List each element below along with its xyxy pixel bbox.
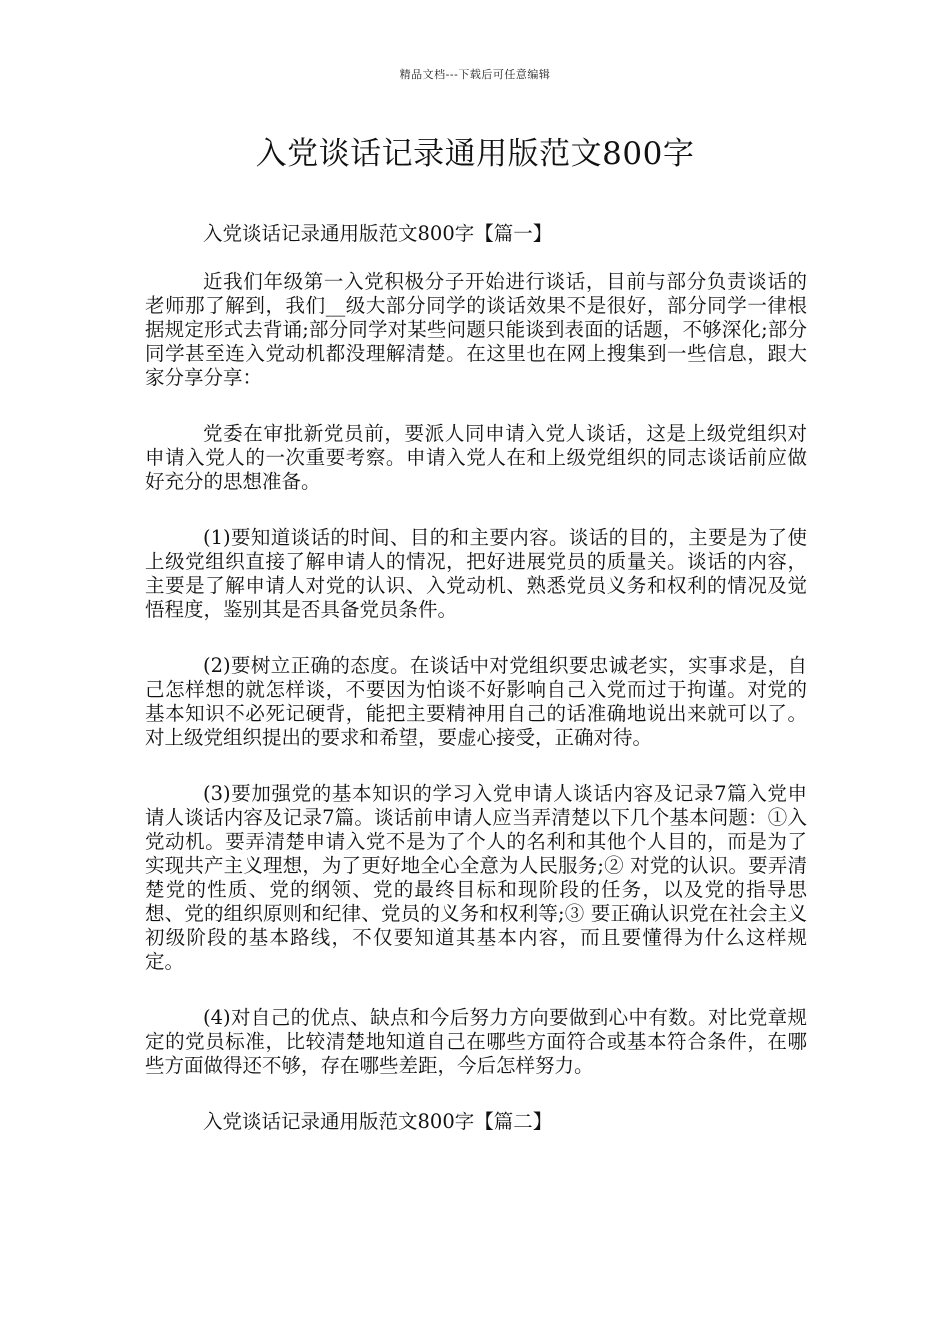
section-heading-2: 入党谈话记录通用版范文800字【篇二】	[203, 1110, 553, 1133]
paragraph-committee: 党委在审批新党员前，要派人同申请入党人谈话，这是上级党组织对申请入党人的一次重要考察。申请入党人在和上级党组织的同志谈话前应做好充分的思想准备。	[145, 422, 807, 493]
paragraph-point-2: (2)要树立正确的态度。在谈话中对党组织要忠诚老实，实事求是，自己怎样想的就怎样谈，不要因为怕谈不好影响自己入党而过于拘谨。对党的基本知识不必死记硬背，能把主要精神用自己的话准确地说出来就可以了。对上级党组织提出的要求和希望，要虚心接受，正确对待。	[145, 654, 807, 749]
document-body	[145, 222, 807, 1158]
paragraph-point-1: (1)要知道谈话的时间、目的和主要内容。谈话的目的，主要是为了使上级党组织直接了解申请人的情况，把好进展党员的质量关。谈话的内容，主要是了解申请人对党的认识、入党动机、熟悉党员义务和权利的情况及觉悟程度，鉴别其是否具备党员条件。	[145, 526, 807, 621]
header-note: 精品文档---下载后可任意编辑	[399, 68, 551, 81]
paragraph-intro: 近我们年级第一入党积极分子开始进行谈话，目前与部分负责谈话的老师那了解到，我们__级大部分同学的谈话效果不是很好，部分同学一律根据规定形式去背诵;部分同学对某些问题只能谈到表面的话题，不够深化;部分同学甚至连入党动机都没理解清楚。在这里也在网上搜集到一些信息，跟大家分享分享：	[145, 270, 807, 389]
paragraph-point-4: (4)对自己的优点、缺点和今后努力方向要做到心中有数。对比党章规定的党员标准，比较清楚地知道自己在哪些方面符合或基本符合条件，在哪些方面做得还不够，存在哪些差距，今后怎样努力。	[145, 1006, 807, 1077]
section-heading-1: 入党谈话记录通用版范文800字【篇一】	[203, 222, 553, 245]
document-title: 入党谈话记录通用版范文800字	[255, 136, 695, 172]
paragraph-point-3: (3)要加强党的基本知识的学习入党申请人谈话内容及记录7篇入党申请人谈话内容及记录7篇。谈话前申请人应当弄清楚以下几个基本问题：①入党动机。要弄清楚申请入党不是为了个人的名利和其他个人目的，而是为了实现共产主义理想，为了更好地全心全意为人民服务;② 对党的认识。要弄清楚党的性质、党的纲领、党的最终目标和现阶段的任务，以及党的指导思想、党的组织原则和纪律、党员的义务和权利等;③ 要正确认识党在社会主义初级阶段的基本路线，不仅要知道其基本内容，而且要懂得为什么这样规定。	[145, 782, 807, 973]
